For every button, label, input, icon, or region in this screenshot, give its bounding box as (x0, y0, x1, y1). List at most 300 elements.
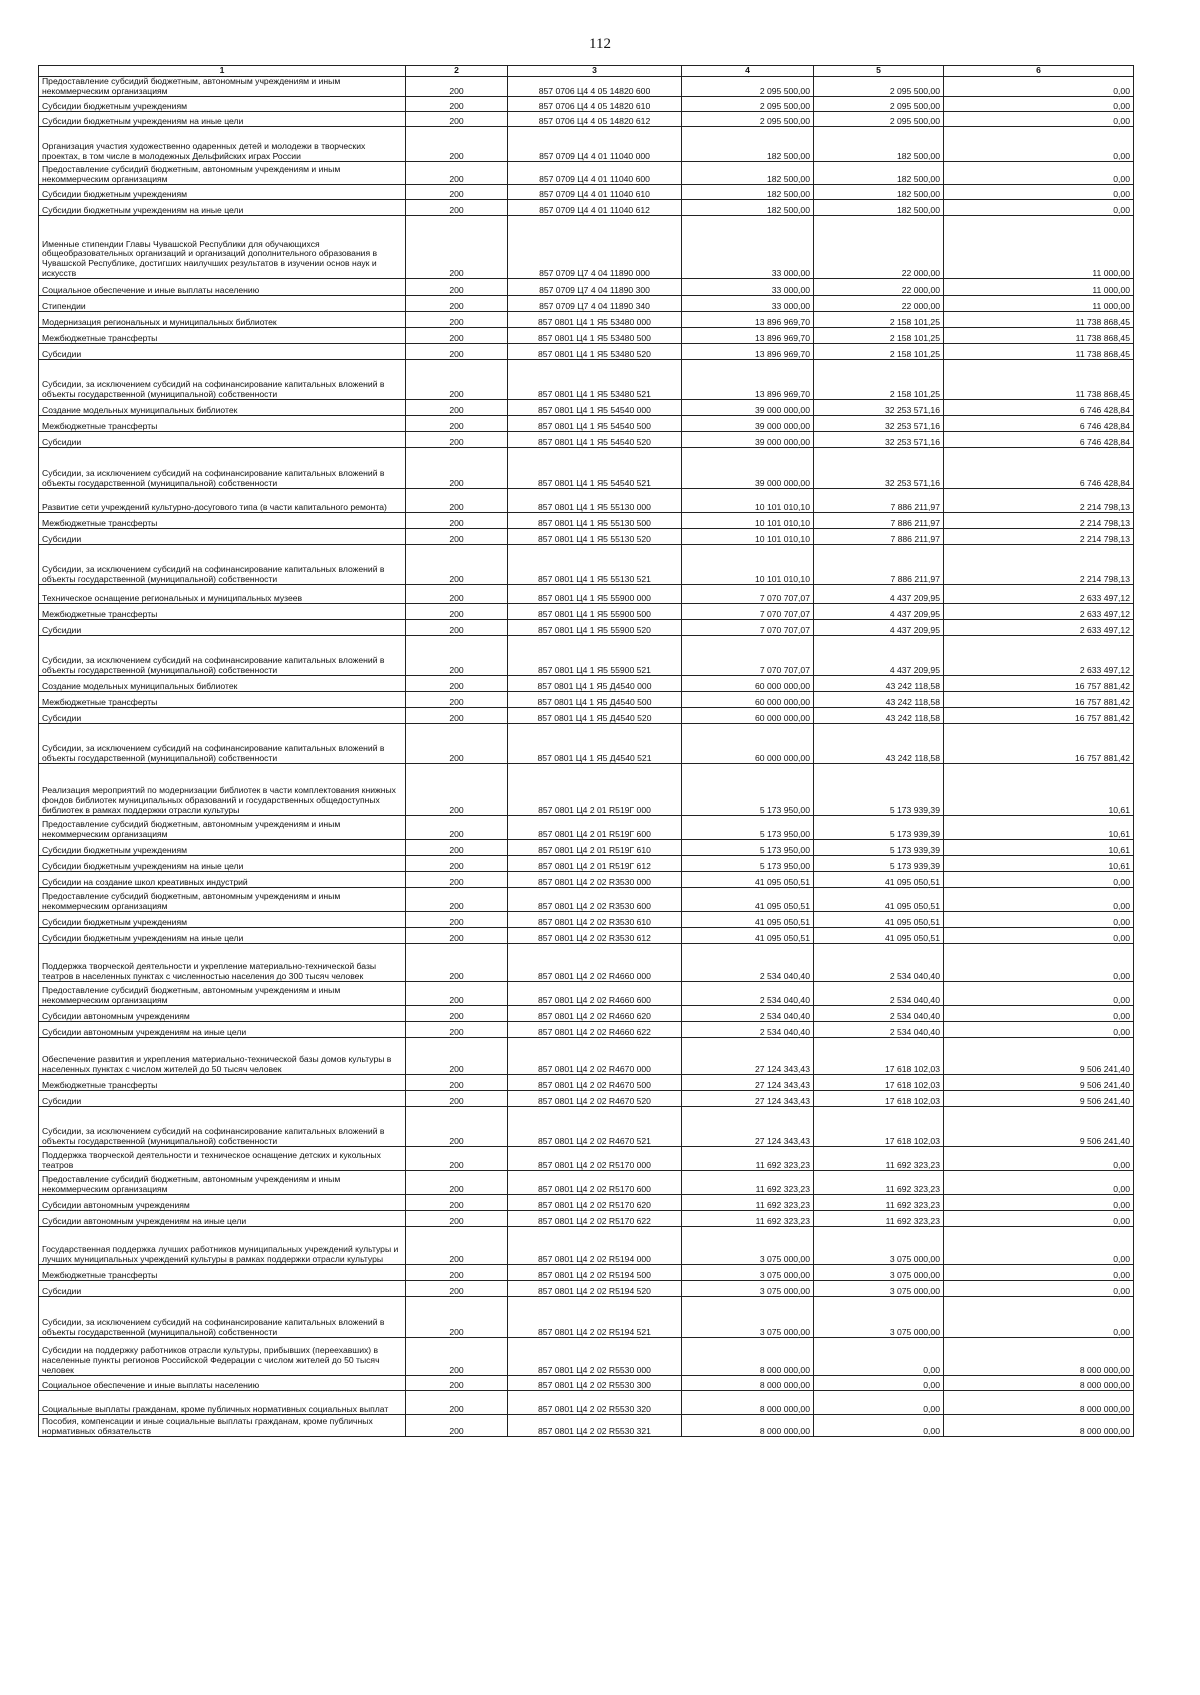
row-value-col5-cell: 43 242 118,58 (814, 708, 944, 724)
row-value-col6-cell: 8 000 000,00 (944, 1415, 1134, 1437)
row-name-cell: Субсидии автономным учреждениям на иные цели (39, 1022, 406, 1038)
row-group-cell: 200 (406, 513, 508, 529)
row-group-cell: 200 (406, 97, 508, 112)
row-code-cell: 857 0801 Ц4 1 Я5 53480 000 (508, 312, 682, 328)
row-value-col6-cell: 10,61 (944, 840, 1134, 856)
row-name-cell: Техническое оснащение региональных и муниципальных музеев (39, 585, 406, 604)
table-row (39, 585, 1134, 604)
row-name-cell: Субсидии бюджетным учреждениям на иные цели (39, 856, 406, 872)
row-value-col5-cell: 11 692 323,23 (814, 1211, 944, 1227)
row-group-cell: 200 (406, 585, 508, 604)
row-name-cell: Субсидии бюджетным учреждениям на иные цели (39, 200, 406, 216)
row-value-col5-cell: 41 095 050,51 (814, 872, 944, 888)
row-group-cell: 200 (406, 636, 508, 676)
row-value-col6-cell: 0,00 (944, 944, 1134, 982)
row-group-cell: 200 (406, 296, 508, 312)
row-value-col6-cell: 0,00 (944, 1227, 1134, 1265)
row-group-cell: 200 (406, 1227, 508, 1265)
row-value-col4-cell: 13 896 969,70 (682, 328, 814, 344)
row-value-col4-cell: 5 173 950,00 (682, 764, 814, 816)
row-value-col6-cell: 0,00 (944, 97, 1134, 112)
row-value-col4-cell: 8 000 000,00 (682, 1338, 814, 1376)
row-name-cell: Субсидии, за исключением субсидий на софинансирование капитальных вложений в объекты государственной (муниципальной) собственности (39, 360, 406, 400)
row-name-cell: Предоставление субсидий бюджетным, автономным учреждениям и иным некоммерческим организациям (39, 1171, 406, 1195)
row-value-col4-cell: 10 101 010,10 (682, 513, 814, 529)
row-group-cell: 200 (406, 1091, 508, 1107)
row-value-col6-cell: 0,00 (944, 127, 1134, 162)
row-value-col4-cell: 182 500,00 (682, 185, 814, 200)
table-row (39, 856, 1134, 872)
row-name-cell: Субсидии бюджетным учреждениям (39, 840, 406, 856)
table-row (39, 724, 1134, 764)
row-name-cell: Межбюджетные трансферты (39, 692, 406, 708)
row-value-col5-cell: 2 095 500,00 (814, 112, 944, 127)
row-group-cell: 200 (406, 888, 508, 912)
row-value-col4-cell: 60 000 000,00 (682, 708, 814, 724)
row-group-cell: 200 (406, 328, 508, 344)
row-name-cell: Социальное обеспечение и иные выплаты населению (39, 1376, 406, 1391)
column-header-row (39, 66, 1134, 77)
row-code-cell: 857 0709 Ц4 4 01 11040 600 (508, 162, 682, 185)
row-value-col4-cell: 7 070 707,07 (682, 604, 814, 620)
row-value-col4-cell: 13 896 969,70 (682, 344, 814, 360)
row-code-cell: 857 0801 Ц4 1 Я5 Д4540 500 (508, 692, 682, 708)
row-group-cell: 200 (406, 185, 508, 200)
row-code-cell: 857 0801 Ц4 2 02 R4670 500 (508, 1075, 682, 1091)
row-group-cell: 200 (406, 928, 508, 944)
row-value-col5-cell: 2 158 101,25 (814, 328, 944, 344)
row-value-col6-cell: 2 214 798,13 (944, 529, 1134, 545)
row-group-cell: 200 (406, 840, 508, 856)
row-value-col5-cell: 182 500,00 (814, 162, 944, 185)
page-number: 112 (589, 36, 611, 52)
table-row (39, 513, 1134, 529)
row-value-col4-cell: 2 095 500,00 (682, 112, 814, 127)
row-group-cell: 200 (406, 872, 508, 888)
row-value-col5-cell: 182 500,00 (814, 185, 944, 200)
row-group-cell: 200 (406, 1006, 508, 1022)
row-value-col6-cell: 16 757 881,42 (944, 724, 1134, 764)
row-group-cell: 200 (406, 1171, 508, 1195)
row-value-col5-cell: 2 095 500,00 (814, 77, 944, 97)
row-group-cell: 200 (406, 400, 508, 416)
row-code-cell: 857 0801 Ц4 2 02 R5194 521 (508, 1297, 682, 1338)
row-value-col6-cell: 6 746 428,84 (944, 448, 1134, 489)
table-row (39, 416, 1134, 432)
row-value-col4-cell: 2 534 040,40 (682, 944, 814, 982)
row-code-cell: 857 0709 Ц7 4 04 11890 340 (508, 296, 682, 312)
row-code-cell: 857 0801 Ц4 2 01 R519Г 000 (508, 764, 682, 816)
row-name-cell: Межбюджетные трансферты (39, 513, 406, 529)
row-code-cell: 857 0801 Ц4 1 Я5 55130 500 (508, 513, 682, 529)
table-row (39, 1022, 1134, 1038)
row-name-cell: Субсидии (39, 620, 406, 636)
row-group-cell: 200 (406, 489, 508, 513)
row-value-col6-cell: 2 633 497,12 (944, 585, 1134, 604)
row-name-cell: Субсидии автономным учреждениям на иные цели (39, 1211, 406, 1227)
row-value-col5-cell: 2 158 101,25 (814, 312, 944, 328)
row-value-col6-cell: 10,61 (944, 816, 1134, 840)
row-value-col6-cell: 0,00 (944, 1297, 1134, 1338)
row-value-col5-cell: 32 253 571,16 (814, 400, 944, 416)
row-value-col6-cell: 0,00 (944, 1211, 1134, 1227)
row-group-cell: 200 (406, 708, 508, 724)
row-name-cell: Субсидии (39, 1281, 406, 1297)
row-value-col5-cell: 32 253 571,16 (814, 432, 944, 448)
row-code-cell: 857 0709 Ц4 4 01 11040 610 (508, 185, 682, 200)
row-code-cell: 857 0709 Ц4 4 01 11040 000 (508, 127, 682, 162)
row-code-cell: 857 0801 Ц4 2 01 R519Г 612 (508, 856, 682, 872)
row-value-col5-cell: 3 075 000,00 (814, 1297, 944, 1338)
row-value-col4-cell: 27 124 343,43 (682, 1091, 814, 1107)
row-code-cell: 857 0801 Ц4 2 02 R5530 300 (508, 1376, 682, 1391)
row-value-col4-cell: 2 095 500,00 (682, 77, 814, 97)
row-value-col6-cell: 0,00 (944, 872, 1134, 888)
row-value-col5-cell: 4 437 209,95 (814, 620, 944, 636)
row-group-cell: 200 (406, 944, 508, 982)
row-value-col5-cell: 2 158 101,25 (814, 344, 944, 360)
row-group-cell: 200 (406, 344, 508, 360)
table-row (39, 200, 1134, 216)
row-name-cell: Субсидии (39, 344, 406, 360)
row-group-cell: 200 (406, 448, 508, 489)
table-row (39, 1211, 1134, 1227)
table-row (39, 840, 1134, 856)
row-code-cell: 857 0801 Ц4 1 Я5 55130 000 (508, 489, 682, 513)
row-code-cell: 857 0801 Ц4 2 02 R5530 321 (508, 1415, 682, 1437)
row-value-col6-cell: 16 757 881,42 (944, 692, 1134, 708)
row-code-cell: 857 0801 Ц4 1 Я5 53480 521 (508, 360, 682, 400)
row-code-cell: 857 0801 Ц4 2 02 R4670 000 (508, 1038, 682, 1075)
row-value-col5-cell: 11 692 323,23 (814, 1171, 944, 1195)
row-value-col6-cell: 2 633 497,12 (944, 636, 1134, 676)
row-value-col4-cell: 5 173 950,00 (682, 840, 814, 856)
row-group-cell: 200 (406, 692, 508, 708)
row-group-cell: 200 (406, 127, 508, 162)
column-header: 4 (682, 66, 814, 77)
row-value-col5-cell: 2 158 101,25 (814, 360, 944, 400)
row-value-col6-cell: 11 738 868,45 (944, 344, 1134, 360)
row-name-cell: Субсидии автономным учреждениям (39, 1195, 406, 1211)
row-group-cell: 200 (406, 279, 508, 296)
column-header: 3 (508, 66, 682, 77)
column-header: 6 (944, 66, 1134, 77)
row-value-col4-cell: 3 075 000,00 (682, 1265, 814, 1281)
row-value-col4-cell: 33 000,00 (682, 279, 814, 296)
row-value-col5-cell: 41 095 050,51 (814, 912, 944, 928)
row-code-cell: 857 0709 Ц7 4 04 11890 300 (508, 279, 682, 296)
row-value-col6-cell: 0,00 (944, 162, 1134, 185)
row-value-col5-cell: 17 618 102,03 (814, 1091, 944, 1107)
row-value-col5-cell: 0,00 (814, 1415, 944, 1437)
table-row (39, 872, 1134, 888)
row-value-col6-cell: 16 757 881,42 (944, 676, 1134, 692)
row-group-cell: 200 (406, 112, 508, 127)
table-row (39, 692, 1134, 708)
row-group-cell: 200 (406, 77, 508, 97)
row-value-col4-cell: 3 075 000,00 (682, 1281, 814, 1297)
row-value-col5-cell: 0,00 (814, 1338, 944, 1376)
row-code-cell: 857 0801 Ц4 1 Я5 55130 521 (508, 545, 682, 585)
row-code-cell: 857 0801 Ц4 2 02 R5530 000 (508, 1338, 682, 1376)
row-name-cell: Межбюджетные трансферты (39, 416, 406, 432)
row-value-col5-cell: 32 253 571,16 (814, 416, 944, 432)
row-value-col4-cell: 10 101 010,10 (682, 545, 814, 585)
row-value-col4-cell: 182 500,00 (682, 127, 814, 162)
row-value-col5-cell: 3 075 000,00 (814, 1265, 944, 1281)
table-row (39, 1376, 1134, 1391)
row-name-cell: Стипендии (39, 296, 406, 312)
row-name-cell: Субсидии бюджетным учреждениям на иные цели (39, 112, 406, 127)
row-name-cell: Субсидии (39, 529, 406, 545)
row-value-col4-cell: 41 095 050,51 (682, 872, 814, 888)
row-value-col5-cell: 22 000,00 (814, 279, 944, 296)
row-value-col4-cell: 5 173 950,00 (682, 856, 814, 872)
row-code-cell: 857 0709 Ц7 4 04 11890 000 (508, 216, 682, 279)
row-group-cell: 200 (406, 816, 508, 840)
row-value-col4-cell: 13 896 969,70 (682, 312, 814, 328)
row-code-cell: 857 0801 Ц4 1 Я5 54540 500 (508, 416, 682, 432)
row-code-cell: 857 0801 Ц4 1 Я5 55900 000 (508, 585, 682, 604)
row-name-cell: Государственная поддержка лучших работников муниципальных учреждений культуры и лучших муниципальных учреждений культуры в рамках поддержки отрасли культуры (39, 1227, 406, 1265)
table-row (39, 1107, 1134, 1147)
budget-table (38, 65, 1134, 1437)
row-code-cell: 857 0801 Ц4 2 02 R4660 622 (508, 1022, 682, 1038)
row-code-cell: 857 0801 Ц4 1 Я5 54540 000 (508, 400, 682, 416)
column-header: 5 (814, 66, 944, 77)
row-value-col5-cell: 22 000,00 (814, 296, 944, 312)
row-group-cell: 200 (406, 162, 508, 185)
row-code-cell: 857 0801 Ц4 2 02 R4670 521 (508, 1107, 682, 1147)
row-value-col4-cell: 11 692 323,23 (682, 1195, 814, 1211)
row-value-col4-cell: 27 124 343,43 (682, 1038, 814, 1075)
table-row (39, 97, 1134, 112)
row-group-cell: 200 (406, 216, 508, 279)
row-value-col5-cell: 2 534 040,40 (814, 1006, 944, 1022)
row-value-col6-cell: 9 506 241,40 (944, 1091, 1134, 1107)
row-group-cell: 200 (406, 1195, 508, 1211)
table-row (39, 1075, 1134, 1091)
row-group-cell: 200 (406, 1338, 508, 1376)
row-code-cell: 857 0801 Ц4 2 02 R5170 000 (508, 1147, 682, 1171)
table-row (39, 529, 1134, 545)
row-value-col6-cell: 11 738 868,45 (944, 360, 1134, 400)
row-name-cell: Реализация мероприятий по модернизации библиотек в части комплектования книжных фондов библиотек муниципальных образований и государственных общедоступных библиотек в рамках поддержки отрасли культуры (39, 764, 406, 816)
row-value-col4-cell: 41 095 050,51 (682, 912, 814, 928)
row-value-col4-cell: 39 000 000,00 (682, 416, 814, 432)
column-header: 2 (406, 66, 508, 77)
row-value-col5-cell: 17 618 102,03 (814, 1107, 944, 1147)
row-code-cell: 857 0706 Ц4 4 05 14820 612 (508, 112, 682, 127)
row-name-cell: Создание модельных муниципальных библиотек (39, 400, 406, 416)
row-name-cell: Предоставление субсидий бюджетным, автономным учреждениям и иным некоммерческим организациям (39, 982, 406, 1006)
row-value-col5-cell: 5 173 939,39 (814, 816, 944, 840)
row-value-col4-cell: 33 000,00 (682, 216, 814, 279)
row-group-cell: 200 (406, 1022, 508, 1038)
row-group-cell: 200 (406, 200, 508, 216)
row-value-col6-cell: 6 746 428,84 (944, 400, 1134, 416)
table-row (39, 112, 1134, 127)
row-value-col4-cell: 7 070 707,07 (682, 585, 814, 604)
row-name-cell: Предоставление субсидий бюджетным, автономным учреждениям и иным некоммерческим организациям (39, 816, 406, 840)
row-value-col6-cell: 0,00 (944, 1265, 1134, 1281)
row-value-col6-cell: 0,00 (944, 1281, 1134, 1297)
row-value-col5-cell: 17 618 102,03 (814, 1038, 944, 1075)
row-group-cell: 200 (406, 1211, 508, 1227)
table-row (39, 764, 1134, 816)
table-row (39, 636, 1134, 676)
row-group-cell: 200 (406, 1107, 508, 1147)
row-value-col4-cell: 39 000 000,00 (682, 432, 814, 448)
row-value-col5-cell: 7 886 211,97 (814, 545, 944, 585)
row-value-col6-cell: 6 746 428,84 (944, 432, 1134, 448)
row-value-col5-cell: 32 253 571,16 (814, 448, 944, 489)
row-value-col6-cell: 6 746 428,84 (944, 416, 1134, 432)
row-name-cell: Именные стипендии Главы Чувашской Республики для обучающихся общеобразовательных организаций и организаций дополнительного образования в Чувашской Республике, достигших наилучших результатов в изучении основ наук и искусств (39, 216, 406, 279)
row-value-col6-cell: 0,00 (944, 912, 1134, 928)
row-code-cell: 857 0801 Ц4 2 02 R3530 610 (508, 912, 682, 928)
row-value-col5-cell: 11 692 323,23 (814, 1195, 944, 1211)
row-code-cell: 857 0706 Ц4 4 05 14820 610 (508, 97, 682, 112)
table-row (39, 1415, 1134, 1437)
table-row (39, 708, 1134, 724)
row-value-col6-cell: 11 000,00 (944, 296, 1134, 312)
row-value-col6-cell: 16 757 881,42 (944, 708, 1134, 724)
row-group-cell: 200 (406, 432, 508, 448)
row-code-cell: 857 0801 Ц4 1 Я5 Д4540 521 (508, 724, 682, 764)
row-name-cell: Развитие сети учреждений культурно-досугового типа (в части капитального ремонта) (39, 489, 406, 513)
table-row (39, 489, 1134, 513)
row-value-col4-cell: 2 534 040,40 (682, 982, 814, 1006)
row-value-col4-cell: 3 075 000,00 (682, 1297, 814, 1338)
row-value-col6-cell: 0,00 (944, 1171, 1134, 1195)
row-group-cell: 200 (406, 545, 508, 585)
row-value-col6-cell: 9 506 241,40 (944, 1075, 1134, 1091)
row-name-cell: Межбюджетные трансферты (39, 604, 406, 620)
row-value-col4-cell: 10 101 010,10 (682, 489, 814, 513)
row-value-col5-cell: 43 242 118,58 (814, 692, 944, 708)
row-code-cell: 857 0801 Ц4 2 02 R5194 520 (508, 1281, 682, 1297)
row-code-cell: 857 0801 Ц4 2 02 R5170 620 (508, 1195, 682, 1211)
row-group-cell: 200 (406, 724, 508, 764)
row-name-cell: Пособия, компенсации и иные социальные выплаты гражданам, кроме публичных нормативных обязательств (39, 1415, 406, 1437)
row-name-cell: Субсидии, за исключением субсидий на софинансирование капитальных вложений в объекты государственной (муниципальной) собственности (39, 1107, 406, 1147)
row-value-col6-cell: 0,00 (944, 1006, 1134, 1022)
row-name-cell: Обеспечение развития и укрепления материально-технической базы домов культуры в населенных пунктах с числом жителей до 50 тысяч человек (39, 1038, 406, 1075)
table-row (39, 1265, 1134, 1281)
row-code-cell: 857 0801 Ц4 1 Я5 55900 520 (508, 620, 682, 636)
row-value-col6-cell: 2 214 798,13 (944, 513, 1134, 529)
row-code-cell: 857 0801 Ц4 2 02 R5530 320 (508, 1391, 682, 1415)
row-value-col6-cell: 0,00 (944, 1195, 1134, 1211)
row-value-col4-cell: 39 000 000,00 (682, 448, 814, 489)
row-code-cell: 857 0801 Ц4 1 Я5 53480 500 (508, 328, 682, 344)
row-value-col6-cell: 0,00 (944, 888, 1134, 912)
row-value-col6-cell: 0,00 (944, 928, 1134, 944)
row-value-col5-cell: 2 534 040,40 (814, 944, 944, 982)
table-row (39, 1091, 1134, 1107)
row-value-col6-cell: 9 506 241,40 (944, 1038, 1134, 1075)
row-value-col6-cell: 11 000,00 (944, 216, 1134, 279)
row-code-cell: 857 0801 Ц4 1 Я5 54540 520 (508, 432, 682, 448)
table-row (39, 604, 1134, 620)
table-row (39, 328, 1134, 344)
row-value-col4-cell: 8 000 000,00 (682, 1415, 814, 1437)
row-value-col5-cell: 43 242 118,58 (814, 724, 944, 764)
row-name-cell: Субсидии (39, 432, 406, 448)
row-name-cell: Организация участия художественно одаренных детей и молодежи в творческих проектах, в том числе в молодежных Дельфийских играх России (39, 127, 406, 162)
row-value-col6-cell: 0,00 (944, 200, 1134, 216)
row-group-cell: 200 (406, 1281, 508, 1297)
row-name-cell: Субсидии (39, 708, 406, 724)
row-value-col6-cell: 0,00 (944, 1147, 1134, 1171)
row-name-cell: Субсидии на поддержку работников отрасли культуры, прибывших (переехавших) в населенные пункты регионов Российской Федерации с числом жителей до 50 тысяч человек (39, 1338, 406, 1376)
table-row (39, 545, 1134, 585)
row-value-col4-cell: 27 124 343,43 (682, 1075, 814, 1091)
row-value-col4-cell: 27 124 343,43 (682, 1107, 814, 1147)
row-group-cell: 200 (406, 676, 508, 692)
row-value-col4-cell: 10 101 010,10 (682, 529, 814, 545)
row-value-col5-cell: 2 534 040,40 (814, 982, 944, 1006)
row-group-cell: 200 (406, 1376, 508, 1391)
row-value-col5-cell: 5 173 939,39 (814, 840, 944, 856)
table-row (39, 216, 1134, 279)
row-value-col4-cell: 2 534 040,40 (682, 1006, 814, 1022)
row-code-cell: 857 0801 Ц4 1 Я5 Д4540 520 (508, 708, 682, 724)
row-value-col6-cell: 10,61 (944, 856, 1134, 872)
row-value-col6-cell: 0,00 (944, 112, 1134, 127)
row-group-cell: 200 (406, 1297, 508, 1338)
row-name-cell: Субсидии, за исключением субсидий на софинансирование капитальных вложений в объекты государственной (муниципальной) собственности (39, 724, 406, 764)
row-group-cell: 200 (406, 912, 508, 928)
row-code-cell: 857 0801 Ц4 2 02 R4660 600 (508, 982, 682, 1006)
row-name-cell: Субсидии, за исключением субсидий на софинансирование капитальных вложений в объекты государственной (муниципальной) собственности (39, 448, 406, 489)
row-value-col5-cell: 7 886 211,97 (814, 513, 944, 529)
row-group-cell: 200 (406, 416, 508, 432)
table-row (39, 944, 1134, 982)
row-value-col5-cell: 5 173 939,39 (814, 856, 944, 872)
row-name-cell: Субсидии бюджетным учреждениям на иные цели (39, 928, 406, 944)
row-value-col4-cell: 3 075 000,00 (682, 1227, 814, 1265)
row-name-cell: Поддержка творческой деятельности и техническое оснащение детских и кукольных театров (39, 1147, 406, 1171)
table-row (39, 312, 1134, 328)
row-value-col5-cell: 41 095 050,51 (814, 888, 944, 912)
row-value-col5-cell: 11 692 323,23 (814, 1147, 944, 1171)
row-value-col6-cell: 2 214 798,13 (944, 489, 1134, 513)
table-row (39, 1338, 1134, 1376)
row-code-cell: 857 0801 Ц4 1 Я5 53480 520 (508, 344, 682, 360)
row-value-col4-cell: 8 000 000,00 (682, 1376, 814, 1391)
table-row (39, 912, 1134, 928)
row-value-col5-cell: 7 886 211,97 (814, 489, 944, 513)
table-row (39, 928, 1134, 944)
column-header: 1 (39, 66, 406, 77)
row-value-col4-cell: 13 896 969,70 (682, 360, 814, 400)
row-value-col5-cell: 0,00 (814, 1376, 944, 1391)
row-code-cell: 857 0801 Ц4 2 01 R519Г 600 (508, 816, 682, 840)
row-value-col4-cell: 182 500,00 (682, 200, 814, 216)
row-value-col4-cell: 33 000,00 (682, 296, 814, 312)
row-code-cell: 857 0801 Ц4 2 02 R4660 000 (508, 944, 682, 982)
table-row (39, 1006, 1134, 1022)
table-row (39, 1195, 1134, 1211)
row-value-col6-cell: 8 000 000,00 (944, 1391, 1134, 1415)
row-value-col5-cell: 2 534 040,40 (814, 1022, 944, 1038)
row-value-col4-cell: 2 534 040,40 (682, 1022, 814, 1038)
row-name-cell: Субсидии, за исключением субсидий на софинансирование капитальных вложений в объекты государственной (муниципальной) собственности (39, 636, 406, 676)
table-row (39, 982, 1134, 1006)
row-value-col4-cell: 60 000 000,00 (682, 724, 814, 764)
